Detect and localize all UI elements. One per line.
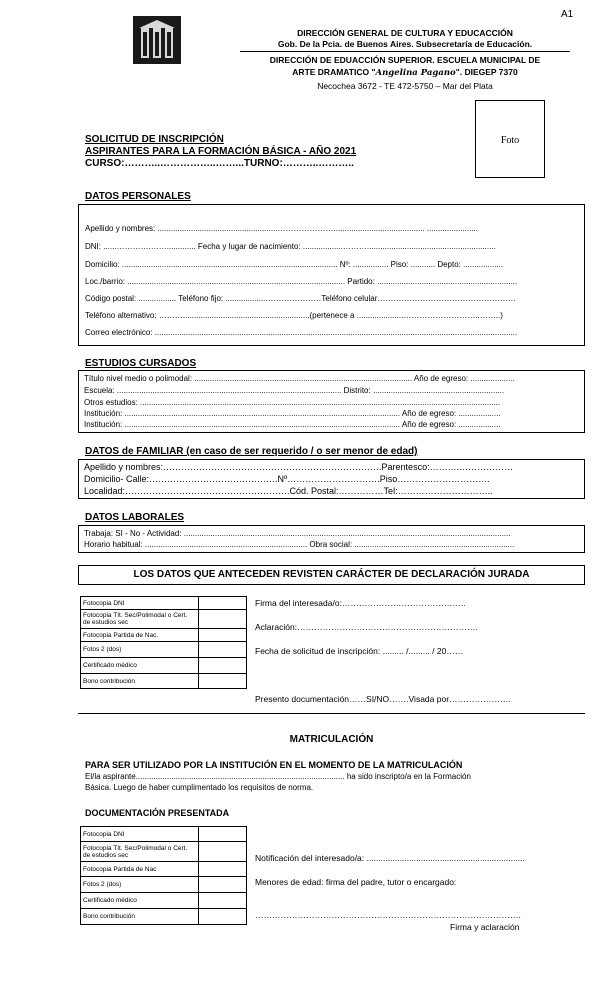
doc-checkbox[interactable]	[199, 629, 247, 642]
school-name-script: Angelina Pagano	[375, 68, 456, 78]
doc-label: Fotocopia Tít. Sec/Polimodal o Cert. de estudios sec	[81, 842, 199, 862]
page-code: A1	[561, 9, 574, 20]
matriculacion-heading: MATRICULACIÓN	[289, 734, 374, 745]
header-line-2: Gob. De la Pcia. de Buenos Aires. Subsecretaría de Educación.	[277, 39, 533, 49]
form-title-3: CURSO:………..……………..……...TURNO:………..………..	[85, 158, 354, 169]
field-localidad[interactable]: Loc./barrio: .................................................................................................. Partido: ...............................................................	[85, 277, 518, 286]
table-row	[81, 629, 247, 642]
header-line-4: ARTE DRAMATICO "Angelina Pagano". DIEGEP 7370	[292, 67, 518, 78]
section-work-heading: DATOS LABORALES	[85, 512, 185, 523]
table-row	[81, 642, 247, 658]
form-title-2: ASPIRANTES PARA LA FORMACIÓN BÁSICA - AÑO 2021	[85, 146, 357, 157]
table-row	[81, 909, 247, 925]
section-divider	[78, 713, 585, 714]
field-titulo[interactable]: Título nivel medio o polimodal: .................................................................................................. Año de egreso: ....................	[84, 374, 515, 383]
field-firma-interesado[interactable]: Firma del interesada/o:……………………………………..	[255, 598, 466, 608]
documents-table-1	[80, 596, 247, 689]
table-row	[81, 597, 247, 610]
doc-label: Fotocopia DNI	[81, 827, 199, 842]
doc-checkbox[interactable]	[199, 674, 247, 689]
field-telefono[interactable]: Código postal: ................. Teléfono fijo: ..................…………………Teléfono celular…………………………………………….	[85, 294, 516, 303]
field-horario[interactable]: Horario habitual: ......................................................................... Obra social: ........................................................................	[84, 540, 515, 549]
doc-label: Certificado médico	[81, 658, 199, 674]
field-aclaracion[interactable]: Aclaración:……………………………………………………….	[255, 622, 478, 632]
field-trabaja[interactable]: Trabaja: SI - No - Actividad: ...................................................................................................................................................	[84, 529, 511, 538]
table-row	[81, 877, 247, 893]
header-address: Necochea 3672 - TE 472-5750 – Mar del Plata	[317, 81, 493, 91]
field-notificacion[interactable]: Notificación del interesado/a: ...................................................................	[255, 853, 525, 863]
documents-table-2	[80, 826, 247, 925]
header-divider	[240, 51, 570, 52]
field-institucion-2[interactable]: Institución: ............................................................................................................................ Año de egreso: ...................	[84, 420, 501, 429]
doc-label: Fotocopia Partida de Nac.	[81, 629, 199, 642]
doc-checkbox[interactable]	[199, 597, 247, 610]
declaration-box	[78, 565, 585, 585]
doc-checkbox[interactable]	[199, 862, 247, 877]
field-fecha-solicitud[interactable]: Fecha de solicitud de inscripción: ......... /......... / 20……	[255, 646, 464, 656]
field-otros-estudios[interactable]: Otros estudios: ..................................................................................................................................................................	[84, 398, 501, 407]
field-institucion-1[interactable]: Institución: ............................................................................................................................ Año de egreso: ...................	[84, 409, 501, 418]
table-row	[81, 893, 247, 909]
doc-checkbox[interactable]	[199, 610, 247, 629]
section-studies-heading: ESTUDIOS CURSADOS	[85, 358, 197, 369]
doc-label: Bono contribución	[81, 674, 199, 689]
doc-label: Fotocopia Partida de Nac	[81, 862, 199, 877]
doc-checkbox[interactable]	[199, 909, 247, 925]
table-row	[81, 842, 247, 862]
doc-checkbox[interactable]	[199, 893, 247, 909]
section-personal-heading: DATOS PERSONALES	[85, 191, 191, 202]
table-row	[81, 674, 247, 689]
photo-label: Foto	[500, 135, 520, 146]
field-escuela[interactable]: Escuela: ..................................................................................................... Distrito: ...........................................................	[84, 386, 505, 395]
signature-line[interactable]: ………………………………………………………………………………….	[255, 910, 521, 920]
field-familiar-nombre[interactable]: Apellido y nombres:……………………………………………………………….Parentesco:……….………………	[84, 462, 514, 472]
field-dni[interactable]: DNI: ......………….……............. Fecha y lugar de nacimiento: ..................………..........................................................	[85, 242, 496, 251]
field-domicilio[interactable]: Domicilio: ................................................................................................. Nº: ................ Piso: ........... Depto: ..................	[85, 260, 504, 269]
field-email[interactable]: Correo electrónico: ...................................................................................................................................................................	[85, 328, 518, 337]
doc-checkbox[interactable]	[199, 877, 247, 893]
doc-label: Bono contribución	[81, 909, 199, 925]
matriculacion-line-1[interactable]: El/la aspirante.............................................................................................. ha sido inscripto/a en la Formación	[85, 772, 471, 781]
header-line-1: DIRECCIÓN GENERAL DE CULTURA Y EDUCACCIÓN	[297, 28, 513, 38]
doc-checkbox[interactable]	[199, 842, 247, 862]
field-presento-documentacion[interactable]: Presento documentación……SI/NO…….Visada por………………….	[255, 694, 511, 704]
doc-label: Fotocopia DNI	[81, 597, 199, 610]
table-row	[81, 827, 247, 842]
field-apellido[interactable]: Apellido y nombres: ......................................................…………………......................................... .......................	[85, 224, 478, 233]
declaration-text: LOS DATOS QUE ANTECEDEN REVISTEN CARÁCTER DE DECLARACIÓN JURADA	[133, 569, 530, 580]
photo-box	[475, 100, 545, 178]
doc-checkbox[interactable]	[199, 658, 247, 674]
matriculacion-line-2: Básica. Luego de haber cumplimentado los requisitos de norma.	[85, 783, 314, 792]
matriculacion-subheading: PARA SER UTILIZADO POR LA INSTITUCIÓN EN EL MOMENTO DE LA MATRICULACIÓN	[85, 760, 463, 770]
field-familiar-domicilio[interactable]: Domicilio- Calle:…………………………………….Nº………………………….Piso………………………….	[84, 474, 490, 484]
firma-aclaracion-label: Firma y aclaración	[450, 922, 520, 932]
doc-checkbox[interactable]	[199, 642, 247, 658]
table-row	[81, 610, 247, 629]
doc-checkbox[interactable]	[199, 827, 247, 842]
doc-label: Fotos 2 (dos)	[81, 877, 199, 893]
doc-label: Fotos 2 (dos)	[81, 642, 199, 658]
header-line-3: DIRECCIÓN DE EDUACCIÓN SUPERIOR. ESCUELA MUNICIPAL DE	[269, 55, 541, 65]
field-telefono-alt[interactable]: Teléfono alternativo: ……….........................................................(pertenece a .....................………………………..……..)	[85, 311, 503, 320]
doc-label: Fotocopia Tít. Sec/Polimodal o Cert. de estudios sec	[81, 610, 199, 629]
table-row	[81, 862, 247, 877]
field-menores: Menores de edad: firma del padre, tutor o encargado:	[255, 877, 457, 887]
form-title-1: SOLICITUD DE INSCRIPCIÓN	[85, 134, 224, 145]
institution-logo	[133, 16, 181, 64]
docs-presented-heading: DOCUMENTACIÓN PRESENTADA	[85, 808, 230, 818]
section-family-heading: DATOS de FAMILIAR (en caso de ser requerido / o ser menor de edad)	[85, 446, 418, 457]
table-row	[81, 658, 247, 674]
doc-label: Certificado médico	[81, 893, 199, 909]
field-familiar-localidad[interactable]: Localidad:……………………………………………….Cód. Postal:……………Tel:…………………………..	[84, 486, 493, 496]
